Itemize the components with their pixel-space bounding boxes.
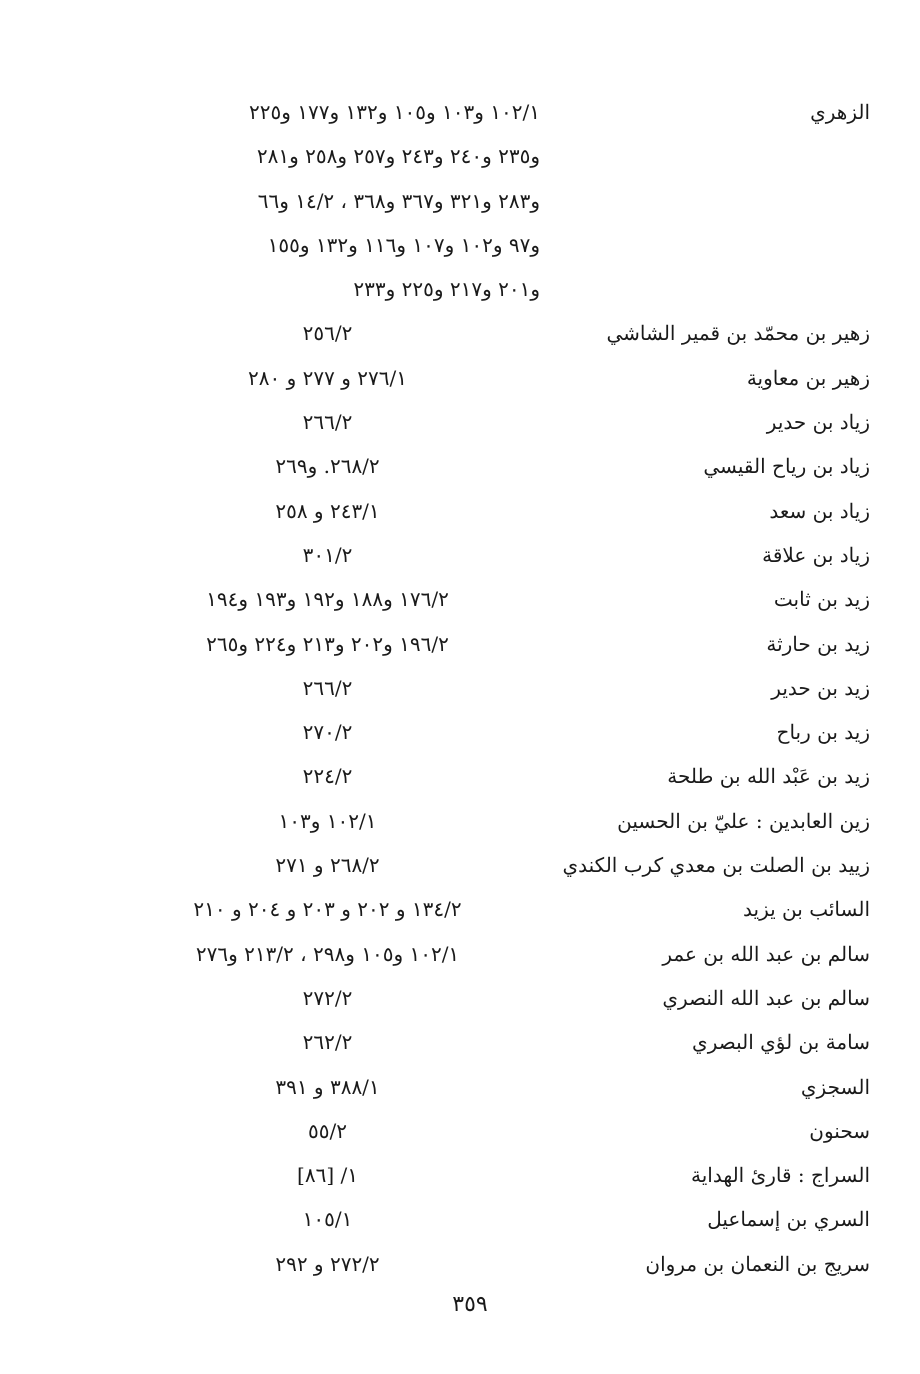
entry-refs <box>95 444 560 488</box>
ref-line: ٢٦٨/٢. و٢٦٩ <box>275 454 380 479</box>
entry-refs <box>95 356 560 400</box>
index-entry <box>95 400 870 444</box>
entry-refs <box>95 843 560 887</box>
entry-name: زين العابدين : عليّ بن الحسين <box>617 808 870 833</box>
entry-refs <box>95 1153 560 1197</box>
ref-line: ٢٢٤/٢ <box>302 764 353 789</box>
index-entry <box>95 1242 870 1286</box>
index-entry <box>95 710 870 754</box>
ref-line: ١/ [٨٦] <box>297 1163 358 1188</box>
ref-line: ٢٤٣/١ و ٢٥٨ <box>275 498 380 523</box>
entry-refs <box>95 1242 560 1286</box>
index-entry <box>95 932 870 976</box>
entry-refs <box>95 887 560 931</box>
entry-refs <box>95 622 560 666</box>
entry-name: سالم بن عبد الله النصري <box>662 985 870 1010</box>
index-entry <box>95 754 870 798</box>
entry-name: السري بن إسماعيل <box>707 1207 870 1232</box>
ref-line: ١٠٥/١ <box>302 1207 353 1232</box>
ref-line: و٢٠١ و٢١٧ و٢٢٥ و٢٣٣ <box>353 277 540 302</box>
entry-refs <box>95 754 560 798</box>
ref-line: ٢٦٦/٢ <box>302 675 353 700</box>
entry-name: زياد بن رياح القيسي <box>703 454 870 479</box>
entry-name: زيد بن ثابت <box>773 587 870 612</box>
entry-refs <box>95 577 560 621</box>
entry-refs <box>95 90 560 311</box>
ref-line: ٣٠١/٢ <box>302 542 353 567</box>
entry-name: زياد بن علاقة <box>762 542 870 567</box>
index-entry <box>95 444 870 488</box>
entry-name: السائب بن يزيد <box>743 897 870 922</box>
entry-name: زياد بن سعد <box>769 498 870 523</box>
entry-name: السراج : قارئ الهداية <box>691 1163 870 1188</box>
ref-line: ٢٦٨/٢ و ٢٧١ <box>275 853 380 878</box>
entry-refs <box>95 400 560 444</box>
ref-line: ٥٥/٢ <box>308 1118 347 1143</box>
entry-name: سالم بن عبد الله بن عمر <box>662 941 870 966</box>
entry-name: زهير بن معاوية <box>746 365 870 390</box>
ref-line: و٢٣٥ و٢٤٠ و٢٤٣ و٢٥٧ و٢٥٨ و٢٨١ <box>256 144 540 169</box>
entry-refs <box>95 533 560 577</box>
entry-name: الزهري <box>810 100 870 124</box>
index-entry <box>95 622 870 666</box>
ref-line: و٢٨٣ و٣٢١ و٣٦٧ و٣٦٨ ، ١٤/٢ و٦٦ <box>257 188 540 213</box>
ref-line: ٢٥٦/٢ <box>302 321 353 346</box>
ref-line: ٢٧٢/٢ و ٢٩٢ <box>275 1251 380 1276</box>
index-entry <box>95 799 870 843</box>
index-entry <box>95 843 870 887</box>
index-entry <box>95 1065 870 1109</box>
entry-refs <box>95 976 560 1020</box>
index-entry <box>95 1153 870 1197</box>
entry-name: زيد بن رباح <box>776 720 870 745</box>
page-number: ٣٥٩ <box>452 1292 488 1317</box>
entry-name: زيد بن عَبْد الله بن طلحة <box>667 764 870 789</box>
entry-name: سريج بن النعمان بن مروان <box>645 1251 870 1276</box>
index-entry <box>95 976 870 1020</box>
entry-refs <box>95 1065 560 1109</box>
ref-line: ٣٨٨/١ و ٣٩١ <box>275 1074 380 1099</box>
entry-name: السجزي <box>800 1074 870 1099</box>
ref-line: ١٠٢/١ و١٠٣ و١٠٥ و١٣٢ و١٧٧ و٢٢٥ <box>249 100 540 124</box>
index-entry <box>95 356 870 400</box>
entry-name: زيد بن حارثة <box>766 631 870 656</box>
entry-refs <box>95 1197 560 1241</box>
entry-name: سحنون <box>809 1118 870 1143</box>
ref-line: ١٧٦/٢ و١٨٨ و١٩٢ و١٩٣ و١٩٤ <box>206 587 449 612</box>
entry-name: زياد بن حدير <box>766 410 870 435</box>
index-entry <box>95 887 870 931</box>
index-entry <box>95 1020 870 1064</box>
index-entry <box>95 1197 870 1241</box>
index-entry <box>95 311 870 355</box>
entry-name: زييد بن الصلت بن معدي كرب الكندي <box>562 853 870 878</box>
ref-line: ١٣٤/٢ و ٢٠٢ و ٢٠٣ و ٢٠٤ و ٢١٠ <box>193 897 462 922</box>
ref-line: ٢٧٢/٢ <box>302 985 353 1010</box>
entry-refs <box>95 710 560 754</box>
index-entry <box>95 666 870 710</box>
entry-refs <box>95 311 560 355</box>
ref-line: ١٩٦/٢ و٢٠٢ و٢١٣ و٢٢٤ و٢٦٥ <box>206 631 449 656</box>
ref-line: ٢٦٢/٢ <box>302 1030 353 1055</box>
index-entry <box>95 489 870 533</box>
index-entry <box>95 533 870 577</box>
entry-name: زيد بن حدير <box>771 675 870 700</box>
entry-refs <box>95 489 560 533</box>
entry-refs <box>95 1020 560 1064</box>
ref-line: ٢٧٠/٢ <box>302 720 353 745</box>
ref-line: ١٠٢/١ و١٠٥ و٢٩٨ ، ٢١٣/٢ و٢٧٦ <box>195 941 460 966</box>
index-entry <box>95 90 870 311</box>
entry-refs <box>95 799 560 843</box>
ref-line: ٢٦٦/٢ <box>302 410 353 435</box>
index-entry <box>95 577 870 621</box>
entry-name: زهير بن محمّد بن قمير الشاشي <box>606 321 870 346</box>
entry-refs <box>95 932 560 976</box>
index-list <box>95 90 870 1286</box>
entry-name: سامة بن لؤي البصري <box>692 1030 870 1055</box>
ref-line: ٢٧٦/١ و ٢٧٧ و ٢٨٠ <box>248 365 407 390</box>
index-entry <box>95 1109 870 1153</box>
ref-line: ١٠٢/١ و١٠٣ <box>278 808 377 833</box>
entry-refs <box>95 1109 560 1153</box>
ref-line: و٩٧ و١٠٢ و١٠٧ و١١٦ و١٣٢ و١٥٥ <box>267 232 540 257</box>
entry-refs <box>95 666 560 710</box>
